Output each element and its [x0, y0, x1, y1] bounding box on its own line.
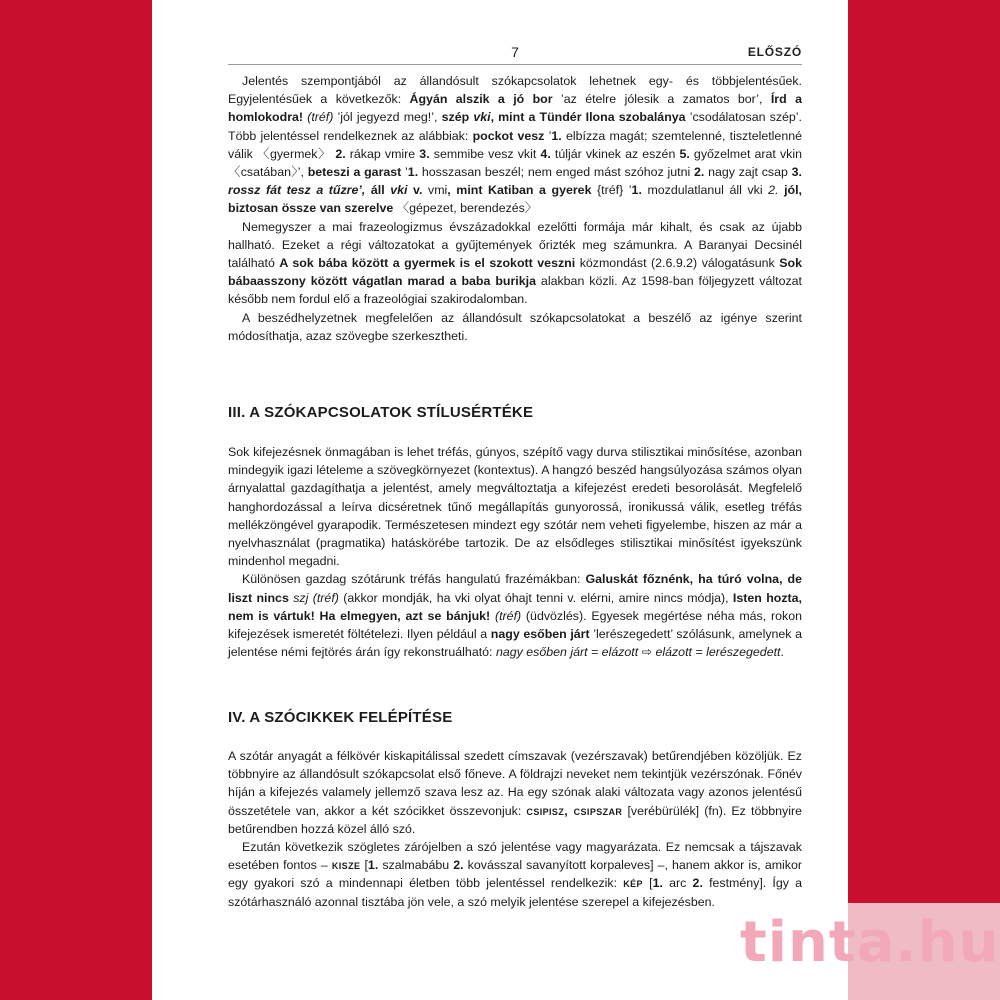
section-heading: III. A SZÓKAPCSOLATOK STÍLUSÉRTÉKE [228, 404, 534, 421]
paragraph: Jelentés szempontjából az állandósult szókapcsolatok lehetnek egy- és többjelentésűek. Egyjelentésűek a következők: Ágyán alszik a jó bor ’az ételre jólesik a zamatos bor’, Írd a homlokodra! (tréf) ’jól jegyezd meg!’, szép vki, mint a Tündér Ilona szobalánya ’csodálatosan szép’. Több jelentéssel rendelkeznek az alábbiak: pockot vesz ’1. elbízza magát; szemtelenné, tiszteletlenné válik 〈gyermek〉 2. rákap vmire 3. semmibe vesz vkit 4. túljár vkinek az eszén 5. győzelmet arat vkin 〈csatában〉’, beteszi a garast ’1. hosszasan beszél; nem enged mást szóhoz jutni 2. nagy zajt csap 3. rossz fát tesz a tűzre’, áll vki v. vmi, mint Katiban a gyerek {tréf} ’1. mozdulatlanul áll vki 2. jól, biztosan össze van szerelve 〈gépezet, berendezés〉 [228, 74, 803, 216]
running-head-title: ELŐSZÓ [747, 45, 802, 59]
section-4-body [228, 747, 802, 911]
headword: kisze [331, 858, 361, 873]
running-head [228, 44, 802, 65]
paragraph: Különösen gazdag szótárunk tréfás hangulatú frazémákban: Galuskát főznénk, ha túró volna, de liszt nincs szj (tréf) (akkor mondják, ha vki olyat óhajt tenni v. elérni, amire nincs módja), Isten hozta, nem is vártuk! Ha elmegyen, azt se bánjuk! (tréf) (üdvözlés). Egyesek megértése néha más, rokon kifejezések ismeretét föltételezi. Ilyen például a nagy esőben járt ’lerészegedett’ szólásunk, amelynek a jelentése némi fejtörés árán így rekonstruálható: nagy esőben járt = elázott ⇨ elázott = lerészegedett. [228, 572, 803, 660]
headword: csipisz, csipszar [526, 803, 623, 818]
headword: kép [623, 876, 643, 891]
intro-block [228, 72, 802, 345]
watermark-logo: tinta.hu [740, 910, 1000, 975]
paragraph: A beszédhelyzetnek megfelelően az állandósult szókapcsolatokat a beszélő az igénye szerint módosíthatja, azaz szövegbe szerkesztheti. [228, 310, 802, 343]
page-number: 7 [511, 44, 519, 60]
paragraph: Nemegyszer a mai frazeologizmus évszázadokkal ezelőtti formája már kihalt, és csak az újabb hallható. Ezeket a régi változatokat a gyűjtemények őrizték meg számunkra. A Baranyai Decsinél található A sok bába között a gyermek is el szokott veszni közmondást (2.6.9.2) válogatásunk Sok bábaasszony között vágatlan marad a baba burikja alakban közli. Az 1598-ban följegyzett változat később nem fordul elő a frazeológiai szakirodalomban. [228, 219, 802, 307]
paragraph: A szótár anyagát a félkövér kiskapitálissal szedett címszavak (vezérszavak) betűrendjében közöljük. Ez többnyire az állandósult szókapcsolat első főneve. A földrajzi neveket nem tekintjük vezérszónak. Főnév híján a kifejezés valamely jellemző szava lesz az. Ha egy szónak alaki változata vagy azonos jelentésű összetétele van, akkor a két szócikket összevonjuk: csipisz, csipszar [verébürülék] (fn). Ez többnyire betűrendben hozzá közel álló szó. [228, 749, 802, 836]
section-3-body [228, 443, 802, 661]
book-page [152, 0, 848, 1000]
section-heading: IV. A SZÓCIKKEK FELÉPÍTÉSE [228, 709, 453, 726]
paragraph: Sok kifejezésnek önmagában is lehet tréfás, gúnyos, szépítő vagy durva stilisztikai minősítése, azonban mindegyik igazi lételeme a szövegkörnyezet (kontextus). A hangzó beszéd hangsúlyozása számos olyan árnyalattal gazdagíthatja a jelentést, amely megváltoztatja a kifejezést eredeti besorolását. Megfelelő hanghordozással a leírva dicséretnek tűnő megállapítás gunyorossá, ironikussá válik, esetleg tréfás mellékzöngével gyarapodik. Természetesen mindezt egy szótár nem veheti figyelembe, hiszen az már a nyelvhasználat (pragmatika) hatáskörébe tartozik. De az elsődleges stilisztikai minősítést igyekszünk mindenhol megadni. [228, 445, 802, 569]
paragraph: Ezután következik szögletes zárójelben a szó jelentése vagy magyarázata. Ez nemcsak a tájszavak esetében fontos – kisze [1. szalmabábu 2. kovásszal savanyított korpaleves] –, hanem akkor is, amikor egy gyakori szó a mindennapi életben több jelentéssel rendelkezik: kép [1. arc 2. festmény]. Így a szótárhasználó azonnal tisztába jön vele, a szó melyik jelentése szerepel a kifejezésben. [228, 840, 803, 909]
